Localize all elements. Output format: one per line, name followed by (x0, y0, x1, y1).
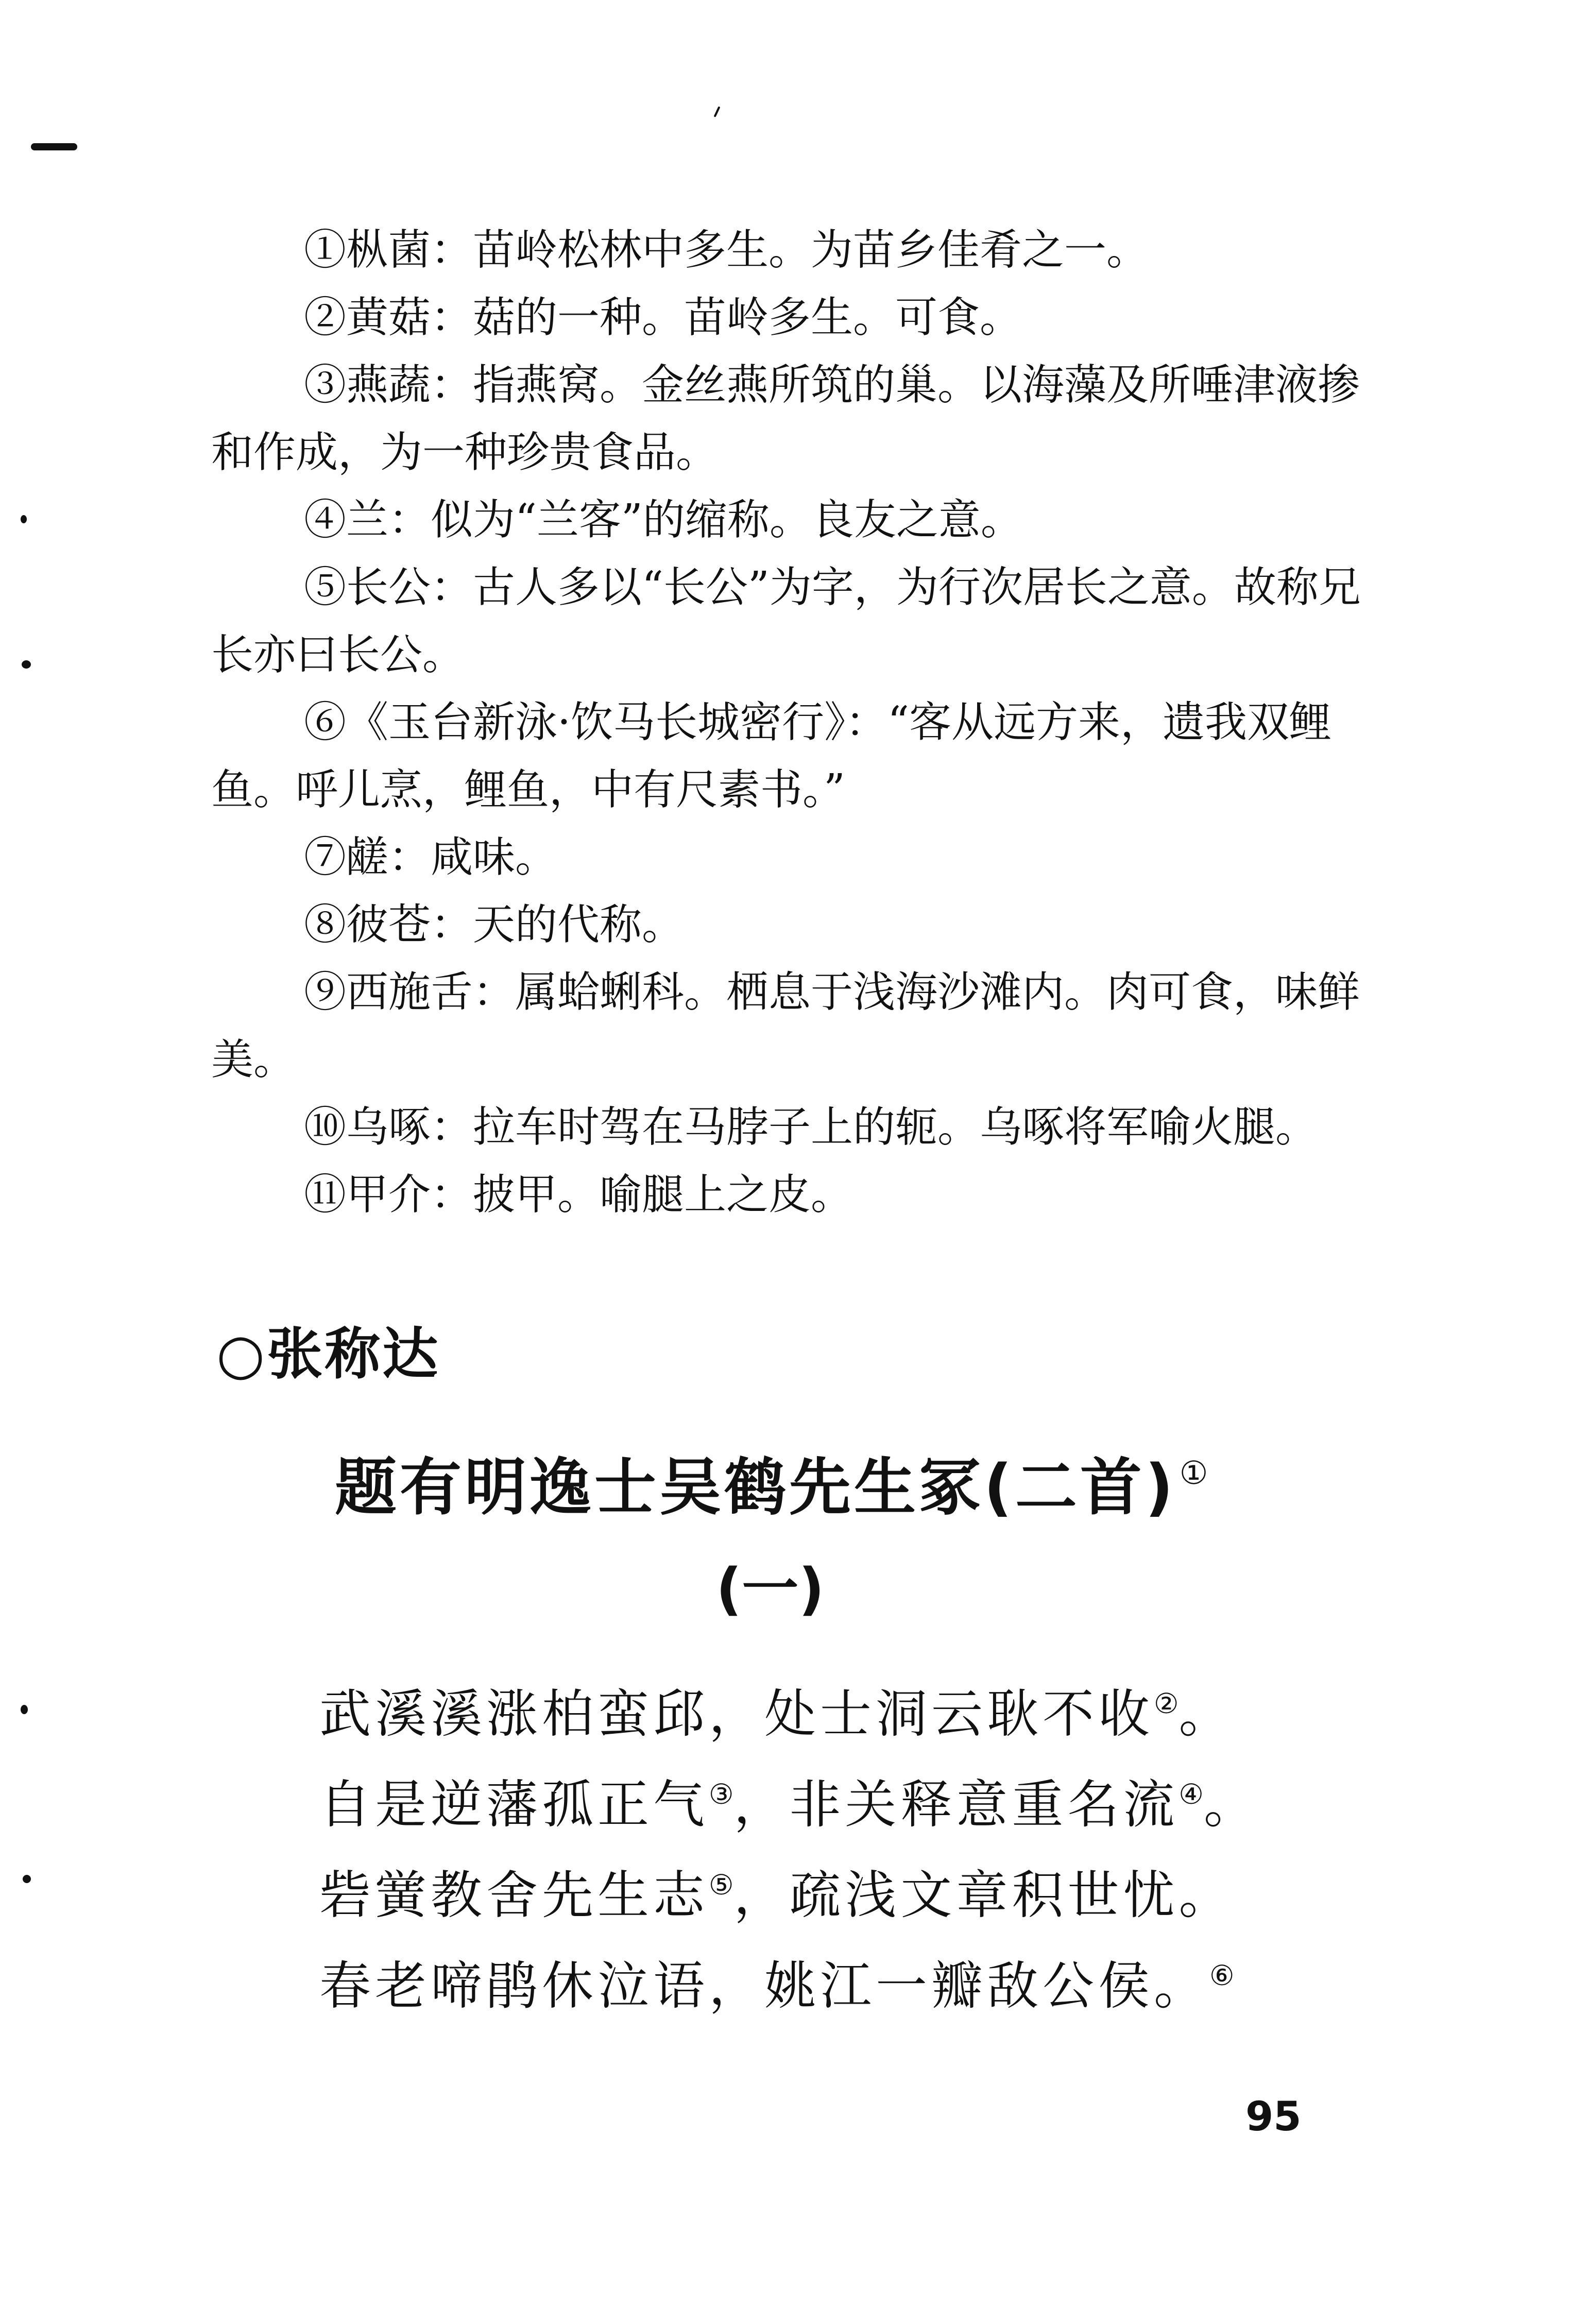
poem-body (319, 1664, 1259, 2026)
footnote-marker: ⑤ (709, 1869, 734, 1901)
poem-line-punct: 。 (1203, 1774, 1259, 1835)
poem-line-punct: 。 (1179, 1684, 1235, 1744)
poem-line-text: 武溪溪涨柏蛮邱，处士洞云耿不收 (319, 1684, 1154, 1744)
poem-line-text: ，非关释意重名流 (733, 1774, 1179, 1835)
footnote-1: ①枞菌：苗岭松林中多生。为苗乡佳肴之一。 (304, 226, 1149, 275)
poem-section-number: (一) (716, 1556, 825, 1622)
footnote-marker: ③ (709, 1778, 734, 1810)
footnote-3: ③燕蔬：指燕窝。金丝燕所筑的巢。以海藻及所唾津液掺和作成，为一种珍贵食品。 (211, 361, 1360, 477)
poem-line-text: 自是逆藩孤正气 (319, 1774, 709, 1835)
footnote-2: ②黄菇：菇的一种。苗岭多生。可食。 (304, 293, 1022, 342)
scan-artifact (21, 1705, 28, 1714)
poem-title (335, 1432, 1211, 1529)
poem-title-text: 题有明逸士吴鹤先生冢(二首) (335, 1452, 1176, 1524)
footnote-7: ⑦鹾：咸味。 (304, 833, 558, 882)
footnote-6: ⑥《玉台新泳·饮马长城密行》：“客从远方来，遗我双鲤鱼。呼儿烹，鲤鱼，中有尺素书。” (211, 698, 1331, 814)
title-footnote-marker: ① (1179, 1454, 1211, 1492)
poem-line-text: 砦黉教舍先生志 (319, 1865, 709, 1925)
poem-line-3 (319, 1845, 1259, 1936)
footnote-marker: ④ (1179, 1778, 1204, 1810)
footnote-5: ⑤长公：古人多以“长公”为字，为行次居长之意。故称兄长亦曰长公。 (211, 563, 1361, 679)
poem-line-text: ，疏浅文章积世忧。 (733, 1865, 1235, 1925)
poem-line-4 (319, 1936, 1259, 2026)
poem-line-2 (319, 1754, 1259, 1845)
poem-line-text: 春老啼鹃休泣语，姚江一瓣敌公侯。 (319, 1956, 1209, 2016)
footnote-10: ⑩乌啄：拉车时驾在马脖子上的轭。乌啄将军喻火腿。 (304, 1103, 1318, 1152)
footnote-marker: ② (1154, 1687, 1179, 1720)
scan-artifact (31, 143, 77, 150)
page-number: 95 (1245, 2094, 1302, 2140)
author-name: ○张称达 (216, 1322, 440, 1387)
poem-line-1 (319, 1664, 1259, 1754)
footnote-4: ④兰：似为“兰客”的缩称。良友之意。 (304, 495, 1023, 544)
footnote-11: ⑪甲介：披甲。喻腿上之皮。 (304, 1170, 853, 1219)
footnote-8: ⑧彼苍：天的代称。 (304, 900, 685, 949)
footnote-9: ⑨西施舌：属蛤蜊科。栖息于浅海沙滩内。肉可食，味鲜美。 (211, 968, 1360, 1084)
footnotes (211, 216, 1396, 1228)
footnote-marker: ⑥ (1209, 1959, 1235, 1992)
scan-artifact (714, 106, 721, 117)
scan-artifact (22, 660, 31, 669)
scan-artifact (23, 1875, 31, 1883)
scan-artifact (21, 515, 27, 523)
